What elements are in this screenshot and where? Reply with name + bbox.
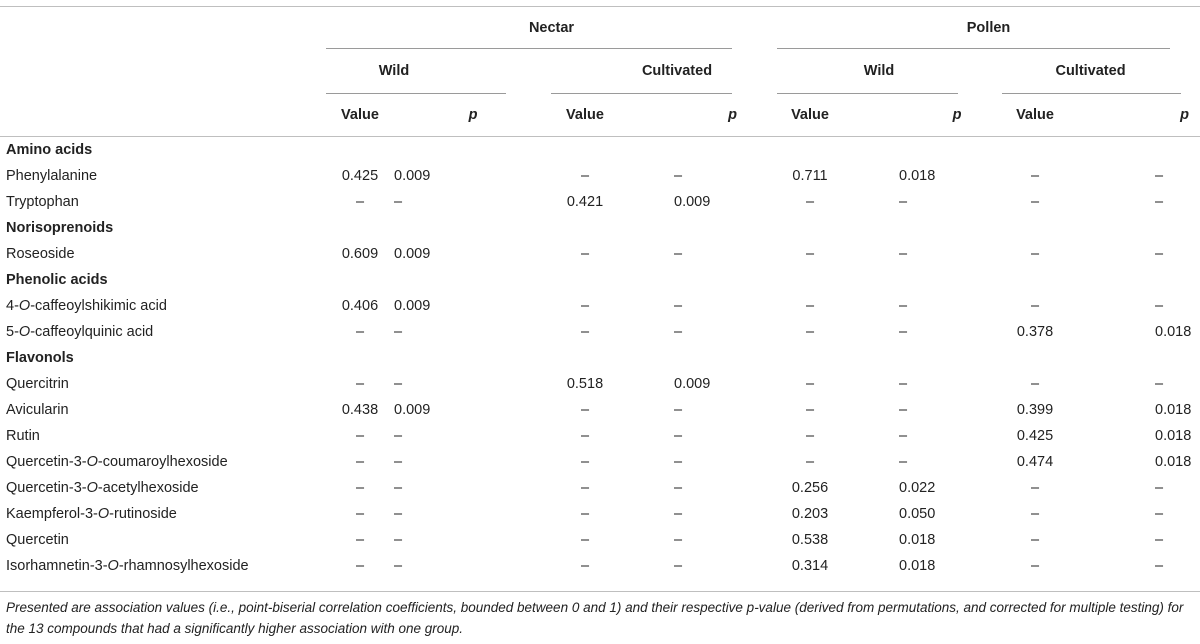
- value-cell: –: [580, 246, 590, 262]
- value-cell: –: [1030, 298, 1040, 314]
- p-cell: 0.018: [1155, 454, 1192, 470]
- value-cell: –: [805, 428, 815, 444]
- value-cell: –: [580, 428, 590, 444]
- value-cell: –: [805, 402, 815, 418]
- compound-name: Quercetin-3-O-acetylhexoside: [6, 480, 199, 496]
- value-cell: –: [580, 480, 590, 496]
- p-cell: –: [674, 428, 683, 444]
- value-cell: [552, 267, 618, 293]
- value-cell: –: [355, 506, 365, 522]
- table-caption: Presented are association values (i.e., point-biserial correlation coefficients, bounded between 0 and 1) and their respective p-value (derived from permutations, and corrected for multiple testing) for the 13 compounds that had a significantly higher association with one group.: [6, 600, 1184, 636]
- p-cell: [1069, 137, 1200, 163]
- compound-name: Quercetin-3-O-coumaroylhexoside: [6, 454, 228, 470]
- value-cell: –: [580, 454, 590, 470]
- p-cell: –: [899, 194, 908, 210]
- value-cell: [326, 137, 394, 163]
- p-cell: –: [674, 558, 683, 574]
- table-row: [0, 501, 1200, 527]
- p-cell: –: [1155, 298, 1164, 314]
- header-value: Value: [566, 107, 604, 123]
- value-cell: [777, 345, 843, 371]
- value-cell: [1001, 267, 1069, 293]
- value-cell: 0.711: [792, 168, 828, 184]
- compound-name: Phenylalanine: [6, 168, 98, 184]
- value-cell: [1001, 345, 1069, 371]
- value-cell: [1001, 215, 1069, 241]
- compound-name: 4-O-caffeoylshikimic acid: [6, 298, 167, 314]
- value-cell: –: [1030, 194, 1040, 210]
- p-cell: 0.018: [1155, 324, 1192, 340]
- p-cell: –: [1155, 168, 1164, 184]
- p-cell: –: [394, 428, 403, 444]
- value-cell: –: [1030, 376, 1040, 392]
- table-row: [0, 475, 1200, 501]
- header-value: Value: [341, 107, 379, 123]
- p-cell: –: [1155, 506, 1164, 522]
- p-cell: [394, 267, 552, 293]
- p-cell: –: [674, 246, 683, 262]
- header-pollen-wild: Wild: [863, 63, 895, 79]
- p-cell: –: [394, 558, 403, 574]
- header-p: p: [952, 107, 962, 123]
- p-cell: 0.050: [899, 506, 936, 522]
- category-row: [0, 215, 1200, 241]
- value-cell: 0.474: [1016, 454, 1054, 470]
- value-cell: –: [805, 194, 815, 210]
- p-cell: 0.009: [674, 194, 711, 210]
- value-cell: –: [355, 324, 365, 340]
- category-row: [0, 267, 1200, 293]
- value-cell: [777, 267, 843, 293]
- p-cell: [1069, 345, 1200, 371]
- p-cell: –: [394, 454, 403, 470]
- p-cell: –: [899, 402, 908, 418]
- p-cell: –: [674, 402, 683, 418]
- value-cell: –: [355, 376, 365, 392]
- p-cell: –: [899, 376, 908, 392]
- value-cell: –: [355, 194, 365, 210]
- p-cell: [394, 137, 552, 163]
- p-cell: –: [394, 506, 403, 522]
- value-cell: –: [355, 454, 365, 470]
- p-cell: [1069, 267, 1200, 293]
- p-cell: –: [899, 298, 908, 314]
- p-cell: 0.009: [394, 168, 431, 184]
- data-table: [0, 7, 1200, 579]
- header-nectar-cultivated: Cultivated: [641, 63, 713, 79]
- value-cell: 0.518: [566, 376, 604, 392]
- table-row: [0, 293, 1200, 319]
- p-cell: [843, 345, 1001, 371]
- value-cell: –: [805, 376, 815, 392]
- value-cell: 0.421: [566, 194, 604, 210]
- value-cell: –: [355, 428, 365, 444]
- p-cell: –: [1155, 246, 1164, 262]
- p-cell: 0.009: [674, 376, 711, 392]
- table-row: [0, 397, 1200, 423]
- caption-rule: [0, 591, 1200, 592]
- table-row: [0, 189, 1200, 215]
- compound-name: Rutin: [6, 428, 40, 444]
- p-cell: 0.009: [394, 298, 431, 314]
- compound-name: Quercitrin: [6, 376, 69, 392]
- p-cell: –: [394, 532, 403, 548]
- p-cell: 0.018: [899, 558, 936, 574]
- p-cell: [618, 345, 777, 371]
- value-cell: –: [355, 480, 365, 496]
- value-cell: –: [1030, 558, 1040, 574]
- header-p: p: [728, 107, 737, 123]
- value-cell: –: [580, 532, 590, 548]
- header-pollen: Pollen: [966, 20, 1011, 36]
- p-cell: [394, 215, 552, 241]
- value-cell: 0.538: [791, 532, 829, 548]
- p-cell: –: [1155, 194, 1164, 210]
- category-label: Amino acids: [6, 142, 93, 158]
- p-cell: 0.009: [394, 402, 431, 418]
- p-cell: 0.022: [899, 480, 936, 496]
- p-cell: –: [1155, 376, 1164, 392]
- value-cell: –: [1030, 480, 1040, 496]
- category-row: [0, 345, 1200, 371]
- table-row: [0, 423, 1200, 449]
- header-p: p: [468, 107, 478, 123]
- p-cell: –: [394, 376, 403, 392]
- p-cell: –: [674, 480, 683, 496]
- value-cell: –: [1030, 506, 1040, 522]
- value-cell: 0.399: [1016, 402, 1054, 418]
- value-cell: –: [805, 246, 815, 262]
- p-cell: –: [674, 324, 683, 340]
- compound-name: Roseoside: [6, 246, 75, 262]
- value-cell: [552, 137, 618, 163]
- p-cell: –: [394, 324, 403, 340]
- compound-name: Quercetin: [6, 532, 69, 548]
- value-cell: 0.378: [1016, 324, 1054, 340]
- value-cell: –: [580, 402, 590, 418]
- value-cell: –: [580, 506, 590, 522]
- p-cell: –: [674, 506, 683, 522]
- compound-name: Kaempferol-3-O-rutinoside: [6, 506, 177, 522]
- value-cell: [552, 215, 618, 241]
- table-row: [0, 163, 1200, 189]
- category-label: Flavonols: [6, 350, 74, 366]
- value-cell: [326, 345, 394, 371]
- compound-name: Avicularin: [6, 402, 69, 418]
- p-cell: 0.018: [1155, 402, 1192, 418]
- p-cell: –: [674, 454, 683, 470]
- header-p: p: [1180, 107, 1189, 123]
- p-cell: –: [674, 298, 683, 314]
- p-cell: –: [1155, 558, 1164, 574]
- p-cell: 0.018: [899, 532, 936, 548]
- p-cell: [618, 267, 777, 293]
- table-row: [0, 527, 1200, 553]
- value-cell: –: [805, 454, 815, 470]
- value-cell: 0.406: [341, 298, 379, 314]
- value-cell: 0.314: [791, 558, 829, 574]
- p-cell: –: [1155, 480, 1164, 496]
- p-cell: [1069, 215, 1200, 241]
- value-cell: –: [580, 298, 590, 314]
- value-cell: 0.438: [341, 402, 379, 418]
- value-cell: [552, 345, 618, 371]
- value-cell: –: [1030, 168, 1040, 184]
- p-cell: [394, 345, 552, 371]
- value-cell: [326, 267, 394, 293]
- p-cell: [843, 215, 1001, 241]
- p-cell: –: [899, 454, 908, 470]
- value-cell: –: [355, 558, 365, 574]
- value-cell: –: [1030, 246, 1040, 262]
- p-cell: –: [899, 324, 908, 340]
- value-cell: [1001, 137, 1069, 163]
- table-row: [0, 319, 1200, 345]
- value-cell: –: [1030, 532, 1040, 548]
- header-nectar-wild: Wild: [378, 63, 410, 79]
- compound-name: Tryptophan: [6, 194, 79, 210]
- compound-name: Isorhamnetin-3-O-rhamnosylhexoside: [6, 558, 249, 574]
- value-cell: [777, 215, 843, 241]
- p-cell: –: [674, 168, 683, 184]
- compound-name: 5-O-caffeoylquinic acid: [6, 324, 154, 340]
- p-cell: [618, 215, 777, 241]
- p-cell: –: [394, 480, 403, 496]
- p-cell: –: [394, 194, 403, 210]
- header-nectar: Nectar: [528, 20, 575, 36]
- category-label: Phenolic acids: [6, 272, 108, 288]
- header-value: Value: [1016, 107, 1054, 123]
- value-cell: 0.425: [341, 168, 379, 184]
- value-cell: –: [580, 324, 590, 340]
- value-cell: –: [355, 532, 365, 548]
- p-cell: [843, 137, 1001, 163]
- p-cell: [618, 137, 777, 163]
- p-cell: 0.018: [1155, 428, 1192, 444]
- value-cell: 0.609: [341, 246, 379, 262]
- value-cell: 0.256: [791, 480, 829, 496]
- header-empty: [0, 7, 326, 49]
- value-cell: 0.203: [791, 506, 829, 522]
- value-cell: –: [805, 324, 815, 340]
- p-cell: 0.018: [899, 168, 936, 184]
- p-cell: 0.009: [394, 246, 431, 262]
- value-cell: –: [580, 558, 590, 574]
- value-cell: [777, 137, 843, 163]
- category-label: Norisoprenoids: [6, 220, 114, 236]
- p-cell: –: [1155, 532, 1164, 548]
- value-cell: –: [805, 298, 815, 314]
- value-cell: 0.425: [1016, 428, 1054, 444]
- p-cell: –: [674, 532, 683, 548]
- table-body: [0, 137, 1200, 579]
- value-cell: –: [580, 168, 590, 184]
- value-cell: [326, 215, 394, 241]
- header-value: Value: [791, 107, 829, 123]
- category-row: [0, 137, 1200, 163]
- p-cell: –: [899, 428, 908, 444]
- header-pollen-cultivated: Cultivated: [1055, 63, 1126, 79]
- table-row: [0, 371, 1200, 397]
- table-row: [0, 553, 1200, 579]
- table-row: [0, 449, 1200, 475]
- p-cell: –: [899, 246, 908, 262]
- p-cell: [843, 267, 1001, 293]
- table-row: [0, 241, 1200, 267]
